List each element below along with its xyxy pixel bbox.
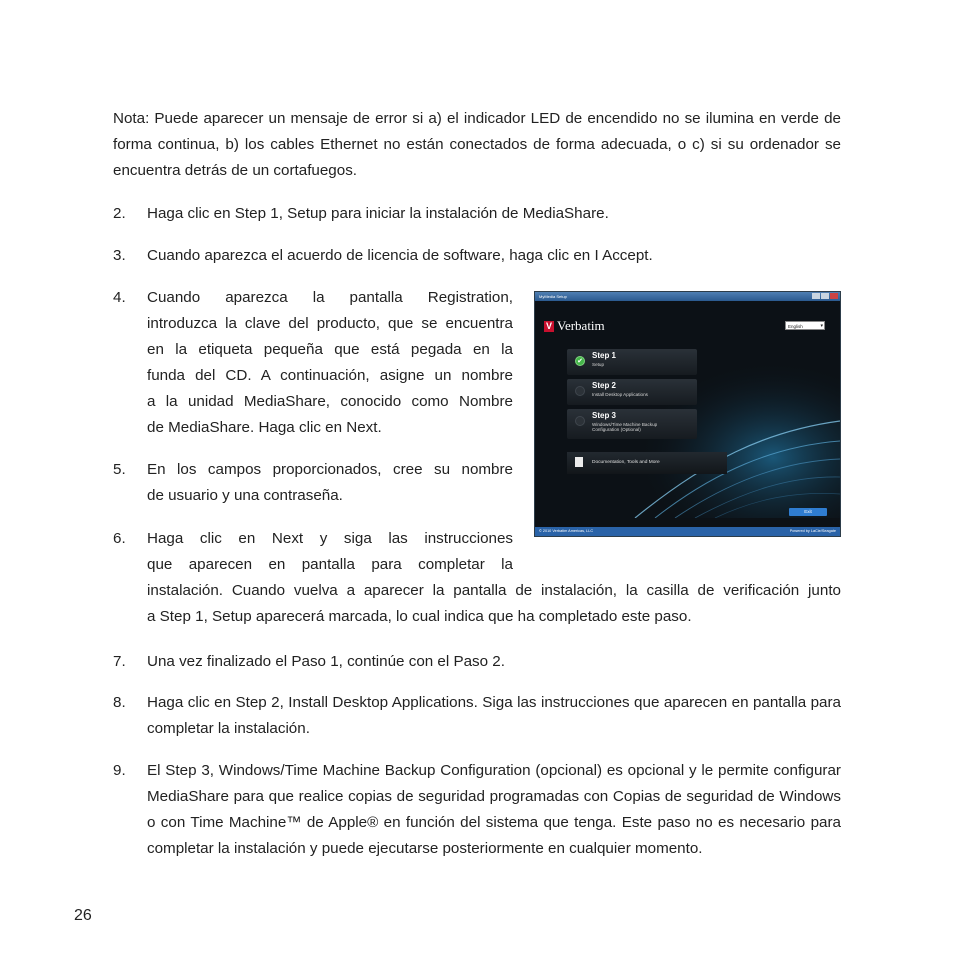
item-text: [147, 526, 841, 630]
window-title: MyMedia Setup: [539, 294, 567, 299]
item-number: 7.: [113, 653, 126, 670]
note-paragraph: Nota: Puede aparecer un mensaje de error si a) el indicador LED de encendido no se ilumina en verde de forma continua, b) los cables Ethernet no están conectados de forma adecuada, o c) si su ordenador se encuentra detrás de un cortafuegos.: [113, 110, 841, 179]
window-titlebar: [535, 292, 840, 301]
step-title: Step 1: [592, 351, 617, 360]
step-subtitle: Setup: [592, 362, 605, 367]
item-text: El Step 3, Windows/Time Machine Backup Configuration (opcional) es opcional y le permite configurar MediaShare para que realice copias de seguridad programadas con Copias de seguridad de Windows o con Time Machine™ de Apple® en función del sistema que tenga. Este paso no es necesario para completar la instalación y puede ejecutarse posteriormente en cualquier momento.: [147, 762, 841, 857]
maximize-icon[interactable]: [821, 293, 829, 299]
close-icon[interactable]: [830, 293, 838, 299]
item-number: 9.: [113, 762, 126, 779]
text-line: introduzca la clave del producto, que se encuentra: [147, 315, 513, 332]
item-text: [147, 457, 513, 509]
status-dot-icon: [575, 386, 585, 396]
exit-button[interactable]: Exit: [789, 508, 827, 516]
page-number: 26: [74, 907, 92, 924]
list-item: [113, 526, 841, 630]
item-number: 8.: [113, 694, 126, 711]
item-number: 6.: [113, 530, 126, 547]
item-text: Haga clic en Step 1, Setup para iniciar la instalación de MediaShare.: [147, 205, 609, 222]
powered-by-text: Powered by LaCie/Seagate: [789, 529, 836, 533]
list-item: [113, 758, 841, 888]
verbatim-logo: [544, 318, 605, 334]
list-item: [113, 243, 841, 269]
text-line: instalación. Cuando vuelva a aparecer la pantalla de instalación, la casilla de verificación junto: [147, 582, 841, 599]
item-text: Haga clic en Step 2, Install Desktop Applications. Siga las instrucciones que aparecen en pantalla para completar la instalación.: [147, 694, 841, 737]
text-line: de usuario y una contraseña.: [147, 487, 343, 504]
item-number: 4.: [113, 289, 126, 306]
step-3-button[interactable]: [567, 409, 697, 439]
step-1-button[interactable]: [567, 349, 697, 375]
text-line: a Step 1, Setup aparecerá marcada, lo cual indica que ha completado este paso.: [147, 608, 692, 625]
item-number: 2.: [113, 205, 126, 222]
checkmark-icon: ✔: [575, 356, 585, 366]
list-item: [113, 649, 841, 675]
footer-bar: [535, 527, 840, 536]
documentation-label: Documentation, Tools and More: [592, 460, 660, 465]
list-item: [113, 201, 841, 227]
language-select[interactable]: [785, 321, 825, 330]
item-text: Cuando aparezca el acuerdo de licencia de software, haga clic en I Accept.: [147, 247, 653, 264]
text-line: en la etiqueta pequeña que está pegada en la: [147, 341, 513, 358]
text-line: Cuando aparezca la pantalla Registration,: [147, 289, 513, 306]
item-text: [147, 285, 513, 441]
step-subtitle: Install Desktop Applications: [592, 392, 648, 397]
text-line: que aparecen en pantalla para completar la: [147, 556, 513, 573]
step-title: Step 3: [592, 411, 617, 420]
documentation-link[interactable]: [567, 452, 727, 474]
step-2-button[interactable]: [567, 379, 697, 405]
step-title: Step 2: [592, 381, 617, 390]
text-line: En los campos proporcionados, cree su nombre: [147, 461, 513, 478]
installer-screenshot: [534, 291, 841, 537]
item-number: 5.: [113, 461, 126, 478]
copyright-text: © 2010 Verbatim Americas, LLC: [539, 529, 594, 533]
text-line: Haga clic en Next y siga las instrucciones: [147, 530, 513, 547]
list-item: [113, 690, 841, 742]
text-line: de MediaShare. Haga clic en Next.: [147, 419, 382, 436]
language-value: English: [788, 324, 803, 329]
chevron-down-icon: ▾: [820, 323, 823, 329]
text-line: a la unidad MediaShare, conocido como Nombre: [147, 393, 513, 410]
step-subtitle: Windows/Time Machine Backup Configuration (Optional): [592, 422, 658, 432]
status-dot-icon: [575, 416, 585, 426]
text-line: funda del CD. A continuación, asigne un nombre: [147, 367, 513, 384]
document-icon: [575, 457, 583, 467]
item-text: Una vez finalizado el Paso 1, continúe con el Paso 2.: [147, 653, 505, 670]
verbatim-logo-mark: V: [545, 320, 552, 331]
window-controls: [812, 293, 838, 299]
minimize-icon[interactable]: [812, 293, 820, 299]
brand-name: Verbatim: [557, 318, 605, 333]
item-number: 3.: [113, 247, 126, 264]
